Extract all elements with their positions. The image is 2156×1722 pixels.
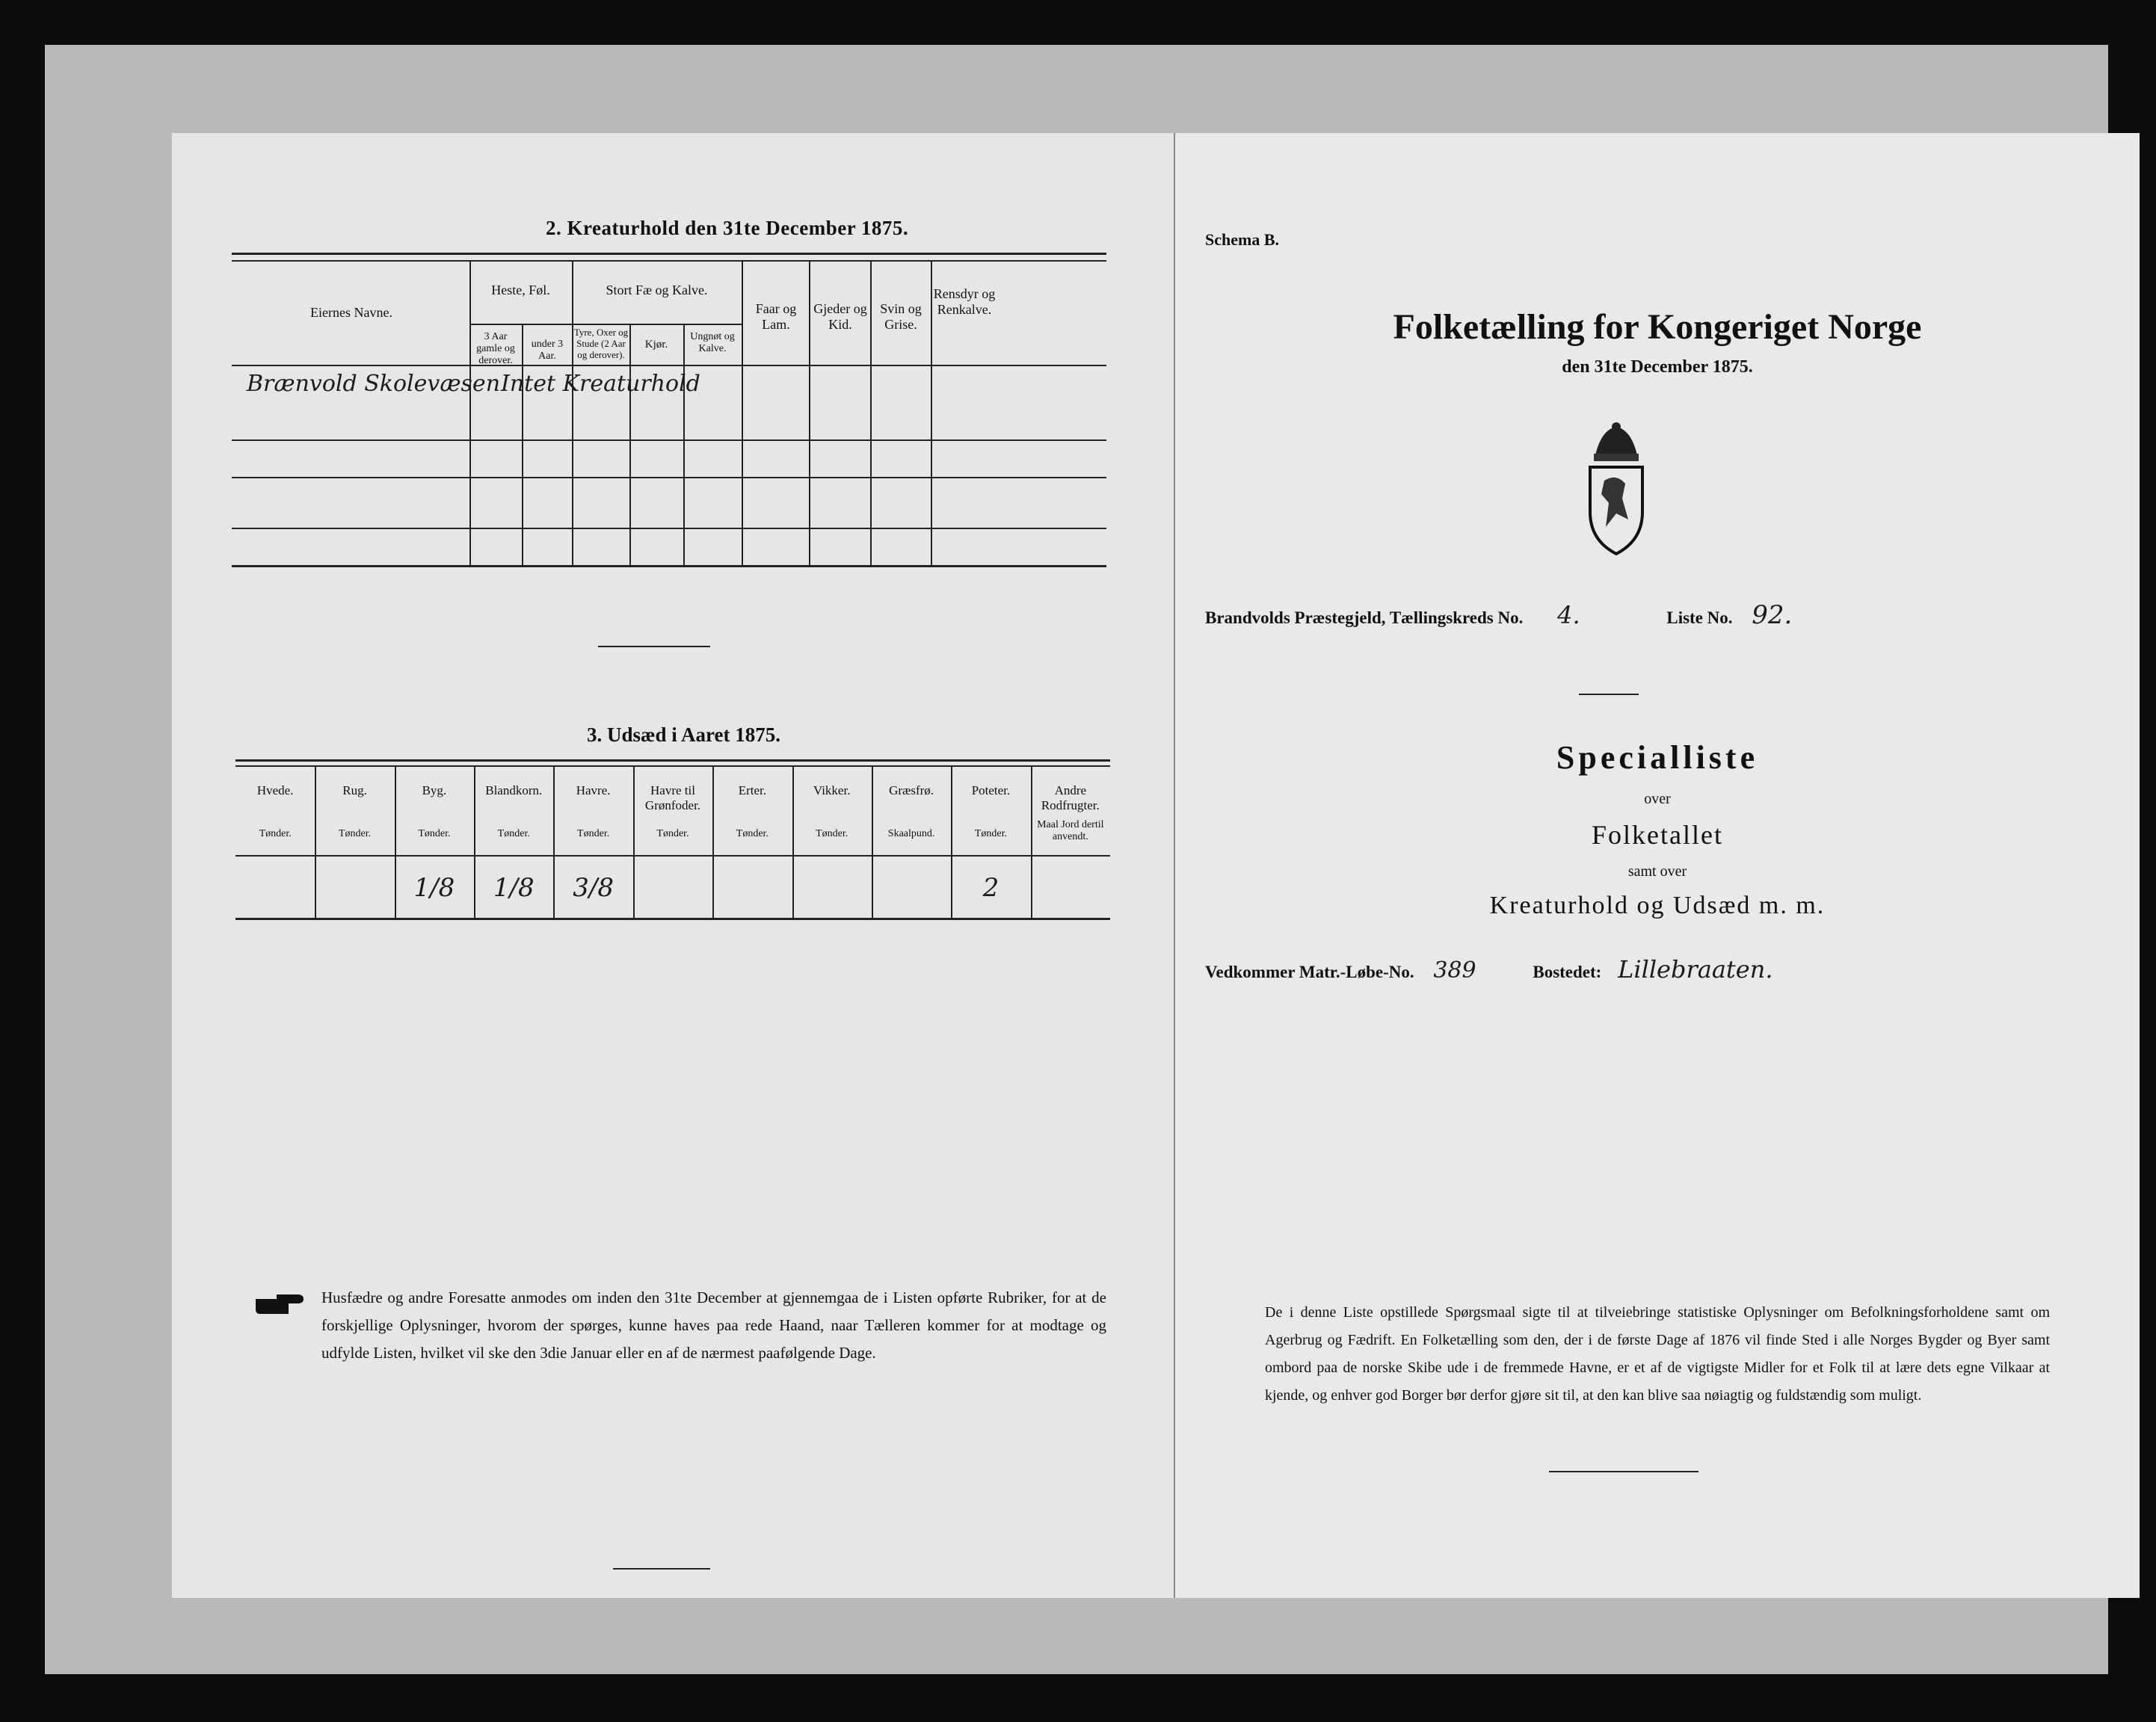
- matr-label: Vedkommer Matr.-Løbe-No.: [1205, 963, 1414, 981]
- udsaed-unit-8: Skaalpund.: [887, 828, 935, 839]
- udsaed-header-7: Vikker.: [813, 783, 851, 797]
- notice-text: Husfædre og andre Foresatte anmodes om inden den 31te December at gjennemgaa de i Listen opførte Rubriker, for at de forskjellige Oplysninger, hvorom der spørges, kunne haves paa rede Haand, naar Tælleren kommer for at modtage og udfylde Listen, hvilket vil ske den 3die Januar eller en af de nærmest paafølgende Dage.: [321, 1289, 1106, 1362]
- samt-over-text: samt over: [1627, 863, 1687, 880]
- udsaed-unit-4: Tønder.: [577, 828, 610, 839]
- district-number-handwritten: 4.: [1557, 601, 1580, 629]
- udsaed-header-4: Havre.: [576, 783, 611, 797]
- udsaed-header-10: Andre Rodfrugter.: [1041, 783, 1100, 812]
- norway-coat-of-arms-icon: [1579, 421, 1654, 559]
- udsaed-header-8: Græsfrø.: [889, 783, 934, 797]
- udsaed-unit-2: Tønder.: [418, 828, 451, 839]
- header-horses-old: 3 Aar gamle og derover.: [476, 331, 515, 367]
- right-page: [1175, 133, 2140, 1598]
- schema-label: Schema B.: [1205, 230, 1279, 249]
- section3-title: 3. Udsæd i Aaret 1875.: [587, 723, 781, 746]
- udsaed-unit-0: Tønder.: [259, 828, 292, 839]
- folketallet-text: Folketallet: [1592, 820, 1723, 850]
- parish-label: Brandvolds Præstegjeld, Tællingskreds No.: [1205, 608, 1524, 627]
- header-cattle-bulls: Tyre, Oxer og Stude (2 Aar og derover).: [573, 327, 629, 360]
- udsaed-unit-6: Tønder.: [736, 828, 769, 839]
- matr-line: [1205, 955, 1773, 984]
- udsaed-unit-3: Tønder.: [497, 828, 530, 839]
- header-horses: Heste, Føl.: [491, 283, 550, 297]
- list-number-handwritten: 92.: [1752, 600, 1793, 630]
- udsaed-value-3: 1/8: [493, 873, 535, 903]
- list-label: Liste No.: [1666, 608, 1733, 627]
- footer-text: De i denne Liste opstillede Spørgsmaal sigte til at tilveiebringe statistiske Oplysninger om Befolkningsforholdene samt om Agerbrug og Fædrift. En Folketælling som den, der i de første Dage af 1876 vil finde Sted i alle Norges Bygder og Byer samt ombord paa de norske Skibe ude i de fremmede Havne, er et af de vigtigste Midler for et Folk til at lære dets egne Vilkaar at kjende, og enhver god Borger bør derfor gjøre sit til, at den kan blive saa nøiagtig og fuldstændig som muligt.: [1265, 1304, 2050, 1404]
- pointing-hand-icon: [254, 1292, 307, 1318]
- udsaed-value-4: 3/8: [573, 873, 614, 903]
- udsaed-header-6: Erter.: [738, 783, 766, 797]
- udsaed-unit-10: Maal Jord dertil anvendt.: [1037, 819, 1104, 843]
- scan-background: [45, 45, 2108, 1674]
- parish-line: [1205, 600, 1792, 630]
- over-text: over: [1644, 791, 1671, 807]
- livestock-note-handwritten: Intet Kreaturhold: [501, 371, 700, 397]
- census-date: den 31te December 1875.: [1562, 357, 1753, 377]
- header-sheep: Faar og Lam.: [755, 301, 797, 332]
- udsaed-header-3: Blandkorn.: [485, 783, 543, 797]
- udsaed-unit-5: Tønder.: [656, 828, 689, 839]
- header-cattle-cows: Kjør.: [644, 339, 668, 351]
- udsaed-value-2: 1/8: [413, 873, 455, 903]
- header-pigs: Svin og Grise.: [880, 301, 922, 332]
- udsaed-value-9: 2: [982, 873, 1000, 903]
- header-reindeer: Rensdyr og Renkalve.: [933, 286, 996, 317]
- udsaed-unit-1: Tønder.: [338, 828, 372, 839]
- header-cattle: Stort Fæ og Kalve.: [606, 283, 708, 297]
- udsaed-unit-7: Tønder.: [816, 828, 848, 839]
- udsaed-header-1: Rug.: [342, 783, 367, 797]
- bosted-handwritten: Lillebraaten.: [1618, 955, 1773, 984]
- header-cattle-young: Ungnøt og Kalve.: [690, 331, 735, 355]
- census-title: Folketælling for Kongeriget Norge: [1393, 307, 1922, 347]
- specialliste-heading: Specialliste: [1556, 739, 1759, 776]
- header-goats: Gjeder og Kid.: [813, 301, 867, 332]
- bosted-label: Bostedet:: [1533, 963, 1602, 981]
- udsaed-header-9: Poteter.: [971, 783, 1011, 797]
- section2-title: 2. Kreaturhold den 31te December 1875.: [546, 217, 909, 239]
- udsaed-header-0: Hvede.: [256, 783, 294, 797]
- kreaturhold-text: Kreaturhold og Udsæd m. m.: [1489, 892, 1826, 919]
- matr-number-handwritten: 389: [1433, 957, 1476, 984]
- udsaed-header-5: Havre til Grønfoder.: [644, 783, 701, 812]
- udsaed-header-2: Byg.: [422, 783, 447, 797]
- header-horses-young: under 3 Aar.: [531, 339, 564, 362]
- udsaed-unit-9: Tønder.: [974, 828, 1008, 839]
- owner-name-handwritten: Brænvold Skolevæsen: [247, 371, 501, 397]
- header-owner: Eiernes Navne.: [310, 305, 392, 320]
- left-page: [172, 133, 1175, 1598]
